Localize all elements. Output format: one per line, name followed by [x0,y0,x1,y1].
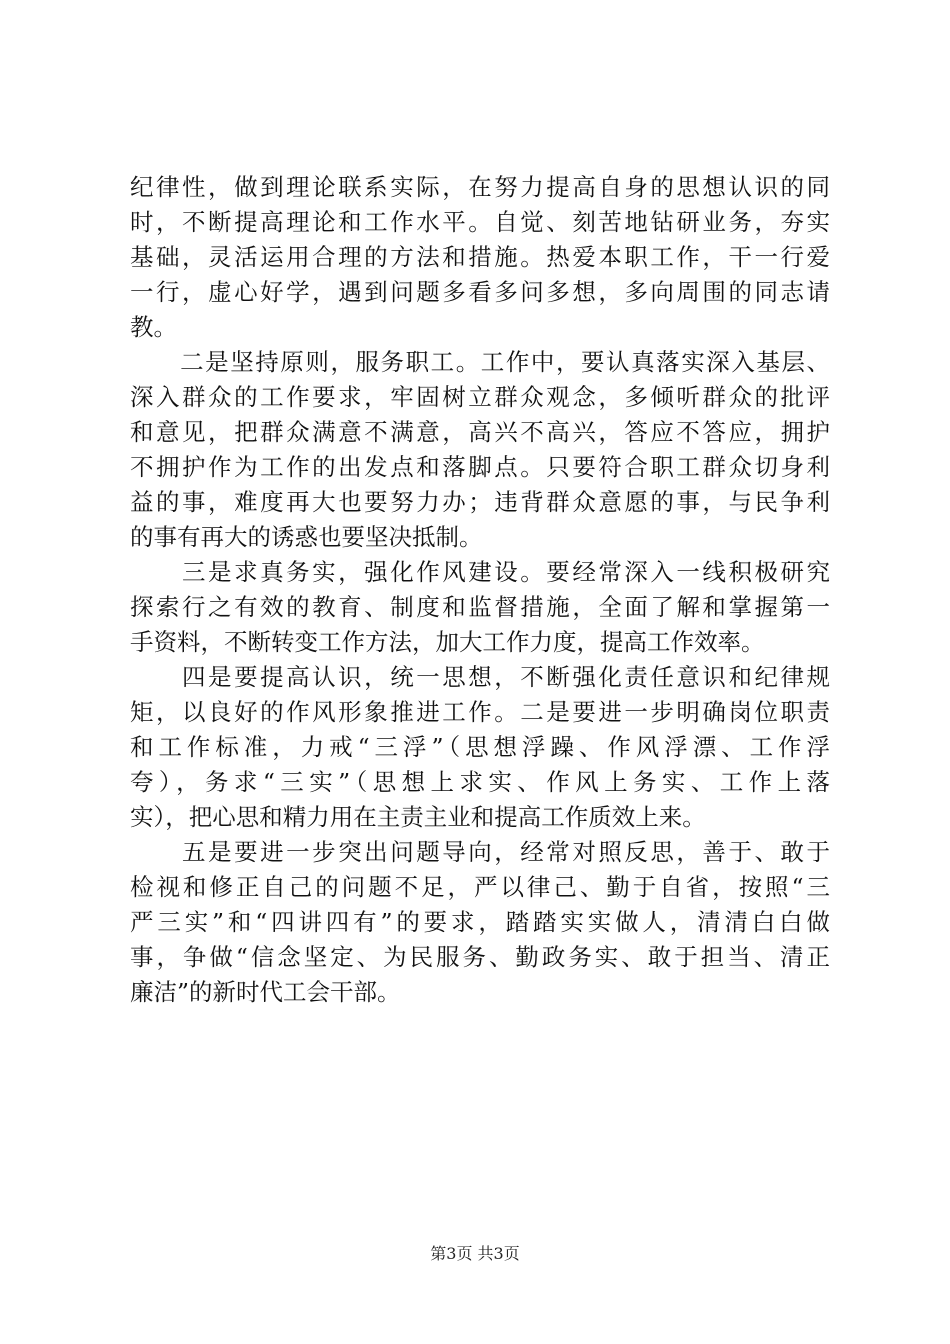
text-line: 一行，虚心好学，遇到问题多看多问多想，多向周围的同志请 [130,278,830,306]
text-line: 探索行之有效的教育、制度和监督措施，全面了解和掌握第一 [130,593,830,621]
text-line: 基础，灵活运用合理的方法和措施。热爱本职工作，干一行爱 [130,243,830,271]
text-line: 严三实”和“四讲四有”的要求，踏踏实实做人，清清白白做 [130,908,830,936]
text-line: 的事有再大的诱惑也要坚决抵制。 [130,523,483,551]
text-line: 深入群众的工作要求，牢固树立群众观念，多倾听群众的批评 [130,383,830,411]
page-footer: 第3页 共3页 [430,1244,520,1263]
text-line: 五是要进一步突出问题导向，经常对照反思，善于、敢于 [130,838,830,866]
text-line: 时，不断提高理论和工作水平。自觉、刻苦地钻研业务，夯实 [130,208,830,236]
text-line: 不拥护作为工作的出发点和落脚点。只要符合职工群众切身利 [130,453,830,481]
text-line: 和工作标准，力戒“三浮”（思想浮躁、作风浮漂、工作浮 [130,733,830,761]
text-line: 教。 [130,313,177,341]
text-line: 四是要提高认识，统一思想，不断强化责任意识和纪律规 [130,663,830,691]
text-line: 实），把心思和精力用在主责主业和提高工作质效上来。 [130,803,706,831]
text-line: 检视和修正自己的问题不足，严以律己、勤于自省，按照“三 [130,873,830,901]
text-line: 纪律性，做到理论联系实际，在努力提高自身的思想认识的同 [130,173,830,201]
text-line: 事，争做“信念坚定、为民服务、勤政务实、敢于担当、清正 [130,943,830,971]
text-line: 廉洁”的新时代工会干部。 [130,978,401,1006]
text-line: 手资料，不断转变工作方法，加大工作力度，提高工作效率。 [130,628,765,656]
text-line: 二是坚持原则，服务职工。工作中，要认真落实深入基层、 [130,348,830,376]
text-line: 矩，以良好的作风形象推进工作。二是要进一步明确岗位职责 [130,698,830,726]
text-line: 益的事，难度再大也要努力办；违背群众意愿的事，与民争利 [130,488,830,516]
text-line: 三是求真务实，强化作风建设。要经常深入一线积极研究 [130,558,830,586]
text-line: 夸），务求“三实”（思想上求实、作风上务实、工作上落 [130,768,830,796]
text-line: 和意见，把群众满意不满意，高兴不高兴，答应不答应，拥护 [130,418,830,446]
body-text [130,170,830,1010]
